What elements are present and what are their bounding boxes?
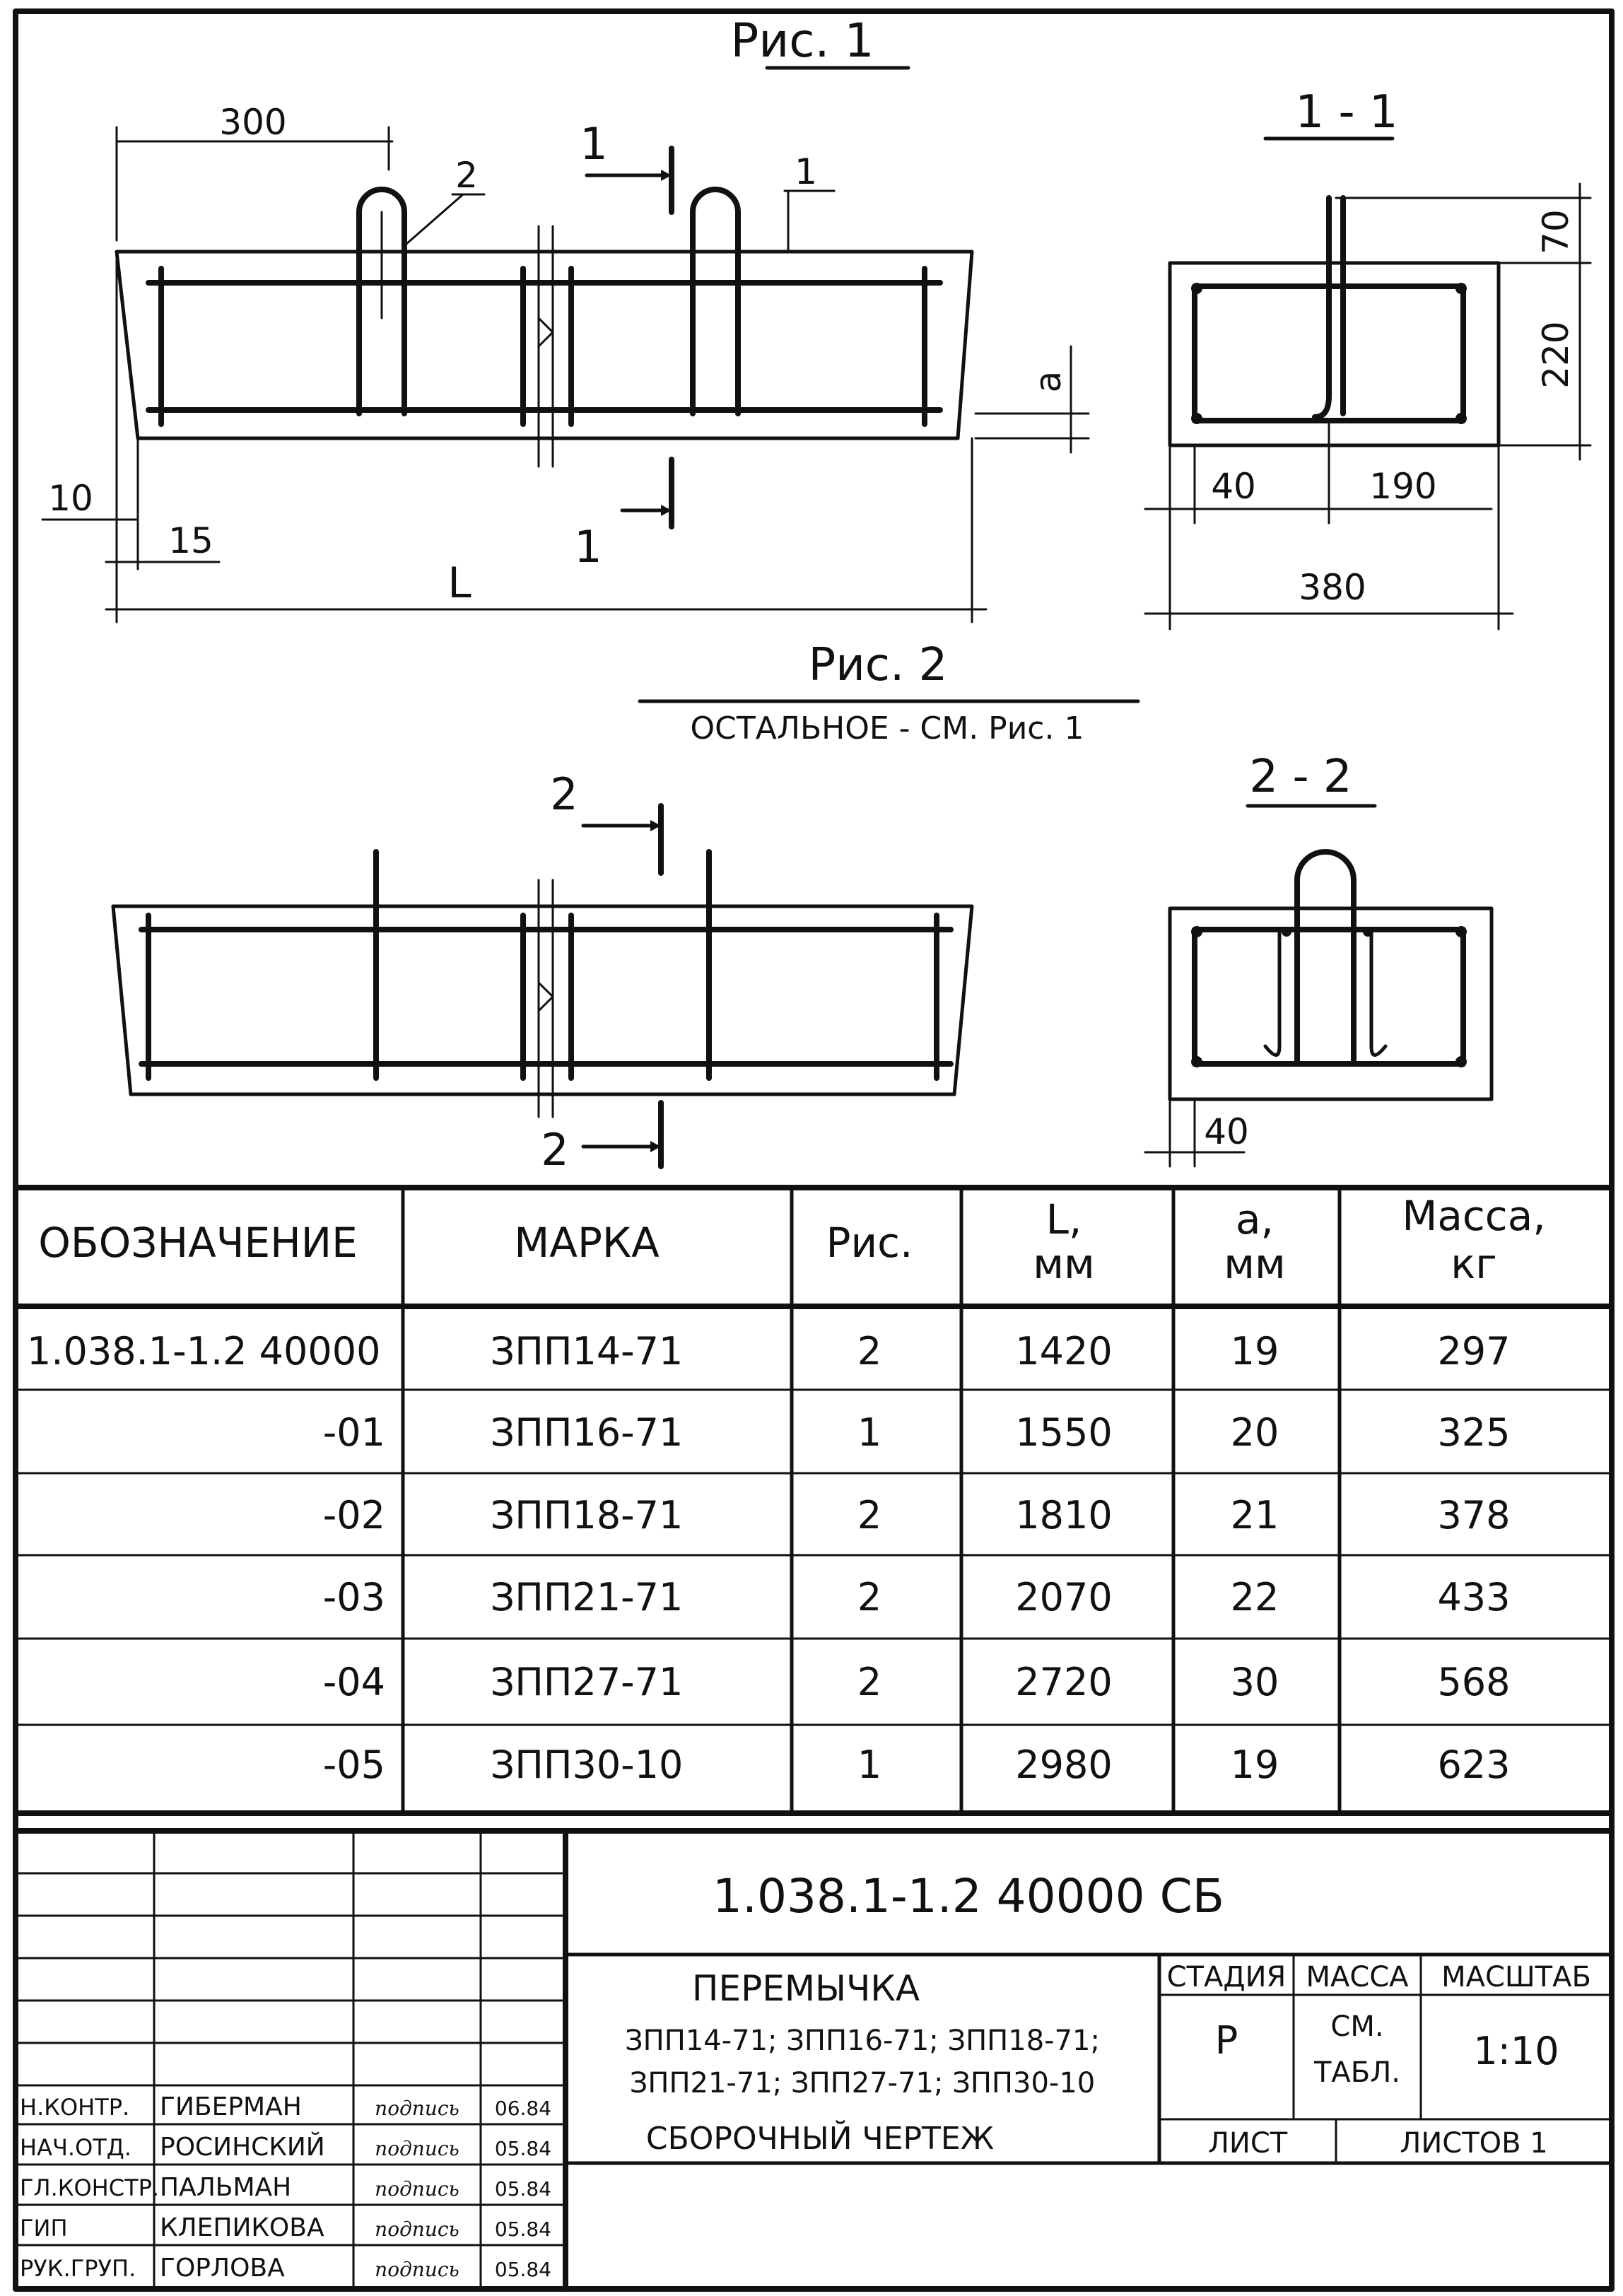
row-4-mark: ЗПП27-71 [490, 1660, 684, 1704]
row-3-a: 22 [1230, 1575, 1279, 1620]
fig2-title: Рис. 2 [808, 639, 948, 691]
row-4-L: 2720 [1015, 1660, 1113, 1704]
position-2: 2 [455, 155, 478, 196]
hdr-L-unit: мм [1033, 1240, 1095, 1288]
row-4-fig: 2 [857, 1660, 882, 1704]
row-5-mark: ЗПП30-10 [490, 1742, 684, 1787]
marks-line-2: ЗПП21-71; ЗПП27-71; ЗПП30-10 [629, 2067, 1096, 2099]
section22-outline [1170, 908, 1492, 1099]
mass-label: МАССА [1306, 1961, 1409, 1993]
dim-L: L [447, 558, 471, 608]
row-5-L: 2980 [1015, 1742, 1113, 1787]
sig-0-role: Н.КОНТР. [20, 2094, 130, 2121]
stage-value: Р [1214, 2018, 1238, 2063]
sig-4-role: РУК.ГРУП. [20, 2255, 136, 2282]
hdr-mass-unit: кг [1451, 1240, 1497, 1288]
row-5-a: 19 [1230, 1742, 1279, 1787]
hdr-fig: Рис. [826, 1219, 913, 1267]
row-2-L: 1810 [1015, 1493, 1113, 1538]
hdr-designation: ОБОЗНАЧЕНИЕ [38, 1219, 358, 1267]
sig-0-name: ГИБЕРМАН [160, 2092, 302, 2121]
row-3-mark: ЗПП21-71 [490, 1575, 684, 1620]
sig-1-date: 05.84 [494, 2137, 552, 2160]
row-3-designation: -03 [322, 1575, 385, 1620]
row-2-designation: -02 [322, 1493, 385, 1538]
dim-220: 220 [1535, 321, 1576, 389]
hdr-a-unit: мм [1224, 1240, 1286, 1288]
row-2-fig: 2 [857, 1493, 882, 1538]
product-name: ПЕРЕМЫЧКА [691, 1968, 920, 2009]
doc-code: 1.038.1-1.2 40000 СБ [713, 1869, 1224, 1923]
dim-40-s22: 40 [1204, 1111, 1249, 1152]
row-1-mark: ЗПП16-71 [490, 1410, 684, 1455]
title-block [16, 1831, 1612, 2289]
figure-1 [42, 13, 1089, 622]
section22-title: 2 - 2 [1249, 751, 1352, 803]
dim-15: 15 [168, 520, 213, 561]
row-0-designation: 1.038.1-1.2 40000 [27, 1329, 381, 1374]
dim-70: 70 [1535, 209, 1576, 254]
sig-3-name: КЛЕПИКОВА [160, 2213, 324, 2242]
sig-4-date: 05.84 [494, 2258, 552, 2281]
figure-2 [113, 639, 1138, 1176]
sig-2-sign: подпись [375, 2177, 459, 2201]
sig-4-name: ГОРЛОВА [160, 2254, 285, 2283]
cut-1-bottom-label: 1 [574, 521, 602, 573]
fig1-loop-right [693, 189, 738, 414]
hdr-mark: МАРКА [514, 1219, 660, 1267]
hdr-mass: Масса, [1402, 1192, 1546, 1240]
sig-1-name: РОСИНСКИЙ [160, 2133, 325, 2162]
stage-label: СТАДИЯ [1166, 1961, 1287, 1993]
row-2-mark: ЗПП18-71 [490, 1493, 684, 1538]
sig-3-role: ГИП [20, 2215, 68, 2242]
row-4-a: 30 [1230, 1660, 1279, 1704]
sig-3-sign: подпись [375, 2218, 459, 2241]
dim-40: 40 [1211, 466, 1256, 507]
mass-value-1: СМ. [1330, 2010, 1384, 2043]
row-0-mass: 297 [1437, 1329, 1511, 1374]
sheet-label: ЛИСТ [1207, 2127, 1288, 2160]
row-1-a: 20 [1230, 1410, 1279, 1455]
dim-190: 190 [1369, 466, 1437, 507]
row-0-mark: ЗПП14-71 [490, 1329, 684, 1374]
sig-4-sign: подпись [375, 2258, 459, 2281]
row-4-designation: -04 [322, 1660, 385, 1704]
dim-a: a [1028, 370, 1069, 393]
sig-2-date: 05.84 [494, 2177, 552, 2201]
dim-300: 300 [219, 102, 287, 143]
scale-value: 1:10 [1473, 2029, 1559, 2073]
sig-3-date: 05.84 [494, 2218, 552, 2241]
row-5-mass: 623 [1437, 1742, 1511, 1787]
sig-0-sign: подпись [375, 2097, 459, 2120]
cut-1-top-label: 1 [580, 118, 608, 170]
sig-0-date: 06.84 [494, 2097, 552, 2120]
section-2-2 [1145, 751, 1492, 1166]
position-1: 1 [795, 151, 817, 192]
hdr-a: a, [1236, 1195, 1274, 1243]
dim-10: 10 [48, 478, 93, 519]
cut-2-top-label: 2 [550, 768, 578, 820]
row-2-a: 21 [1230, 1493, 1279, 1538]
row-1-designation: -01 [322, 1410, 385, 1455]
row-0-a: 19 [1230, 1329, 1279, 1374]
dim-380: 380 [1299, 567, 1366, 608]
row-1-L: 1550 [1015, 1410, 1113, 1455]
fig1-title: Рис. 1 [730, 13, 874, 68]
section-1-1 [1145, 86, 1590, 629]
hdr-L: L, [1045, 1195, 1082, 1243]
sheets-label: ЛИСТОВ 1 [1400, 2127, 1548, 2160]
sig-2-role: ГЛ.КОНСТР. [20, 2174, 160, 2201]
row-3-fig: 2 [857, 1575, 882, 1620]
row-5-fig: 1 [857, 1742, 882, 1787]
row-4-mass: 568 [1437, 1660, 1511, 1704]
row-0-L: 1420 [1015, 1329, 1113, 1374]
row-3-L: 2070 [1015, 1575, 1113, 1620]
row-1-mass: 325 [1437, 1410, 1511, 1455]
specification-table [16, 1188, 1612, 1813]
sheet-frame [16, 11, 1612, 2289]
row-1-fig: 1 [857, 1410, 882, 1455]
section11-title: 1 - 1 [1295, 86, 1398, 139]
fig2-subtitle: ОСТАЛЬНОЕ - СМ. Рис. 1 [690, 710, 1084, 746]
mass-value-2: ТАБЛ. [1313, 2056, 1401, 2089]
row-3-mass: 433 [1437, 1575, 1511, 1620]
doc-type: СБОРОЧНЫЙ ЧЕРТЕЖ [645, 2121, 995, 2157]
sig-2-name: ПАЛЬМАН [160, 2173, 292, 2202]
sig-1-sign: подпись [375, 2137, 459, 2160]
cut-2-bottom-label: 2 [541, 1124, 569, 1176]
row-0-fig: 2 [857, 1329, 882, 1374]
marks-line-1: ЗПП14-71; ЗПП16-71; ЗПП18-71; [625, 2025, 1100, 2057]
row-5-designation: -05 [322, 1742, 385, 1787]
sig-1-role: НАЧ.ОТД. [20, 2134, 131, 2161]
row-2-mass: 378 [1437, 1493, 1511, 1538]
scale-label: МАСШТАБ [1441, 1961, 1591, 1993]
